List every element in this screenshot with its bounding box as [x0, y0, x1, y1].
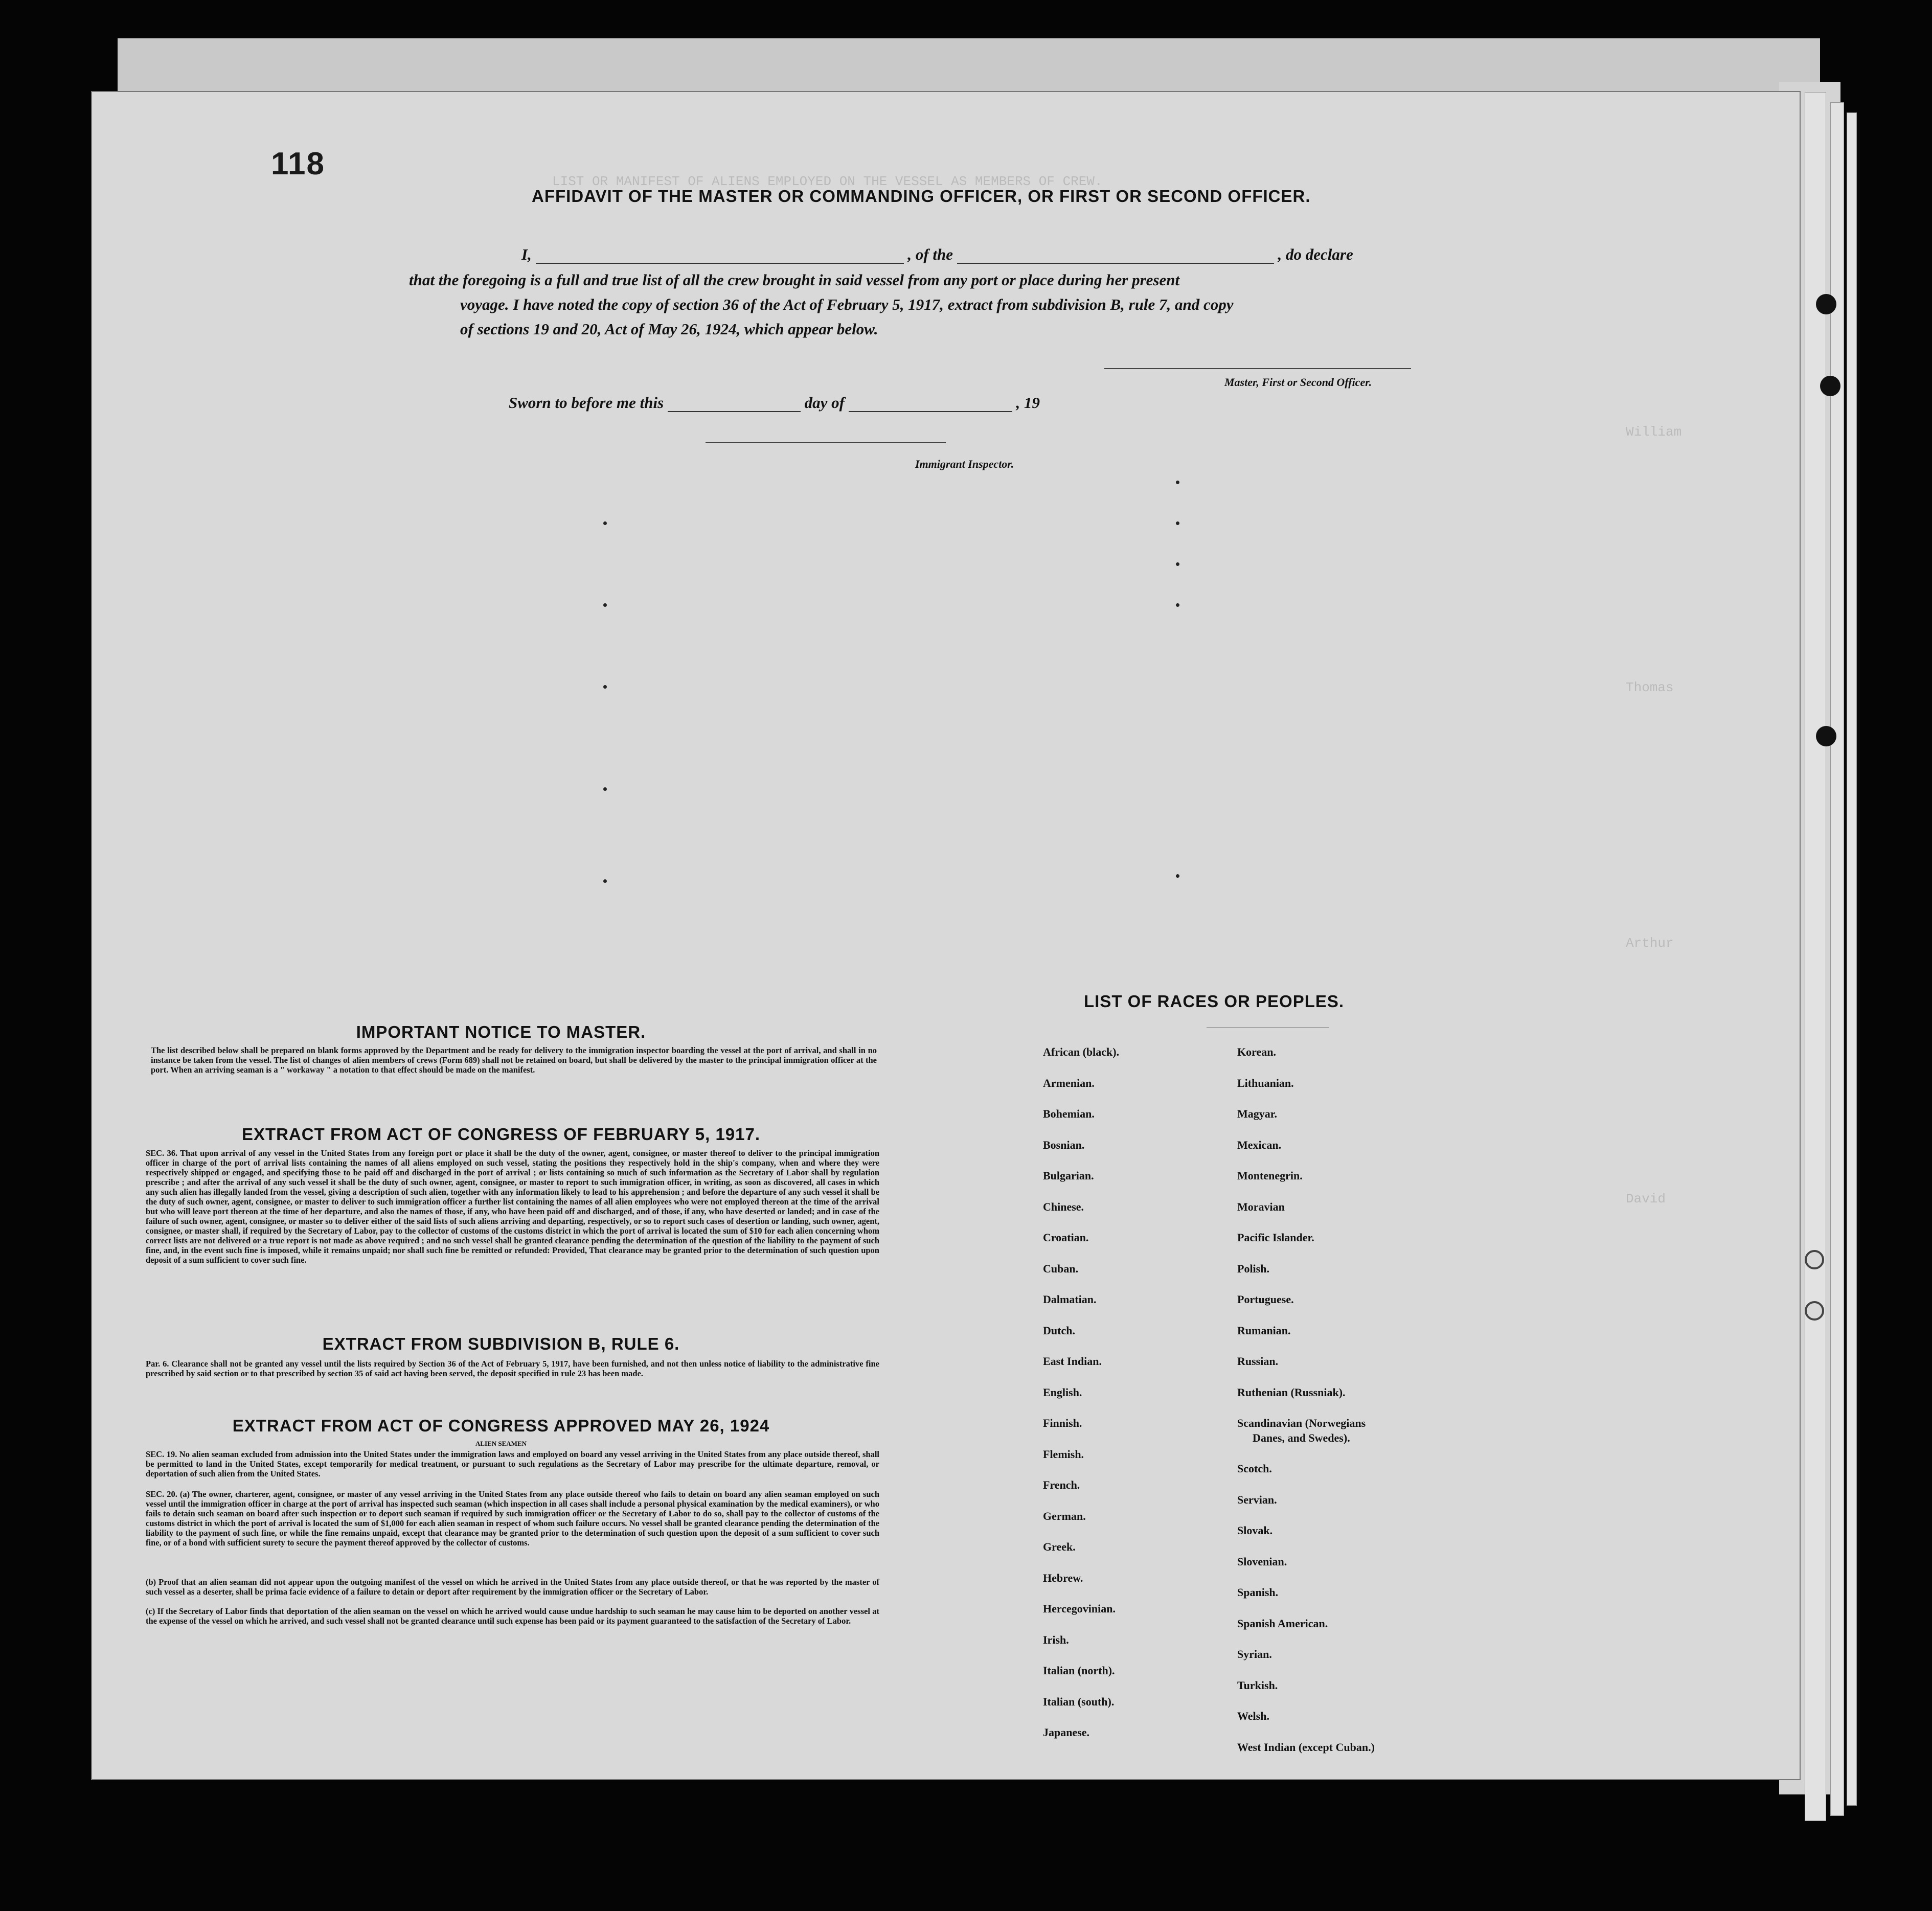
- sworn-label: Sworn to before me this: [509, 394, 664, 412]
- master-signature-line[interactable]: [1104, 368, 1411, 369]
- race-item: Hebrew.: [1043, 1571, 1083, 1584]
- name-field[interactable]: [536, 263, 904, 264]
- notice-text: The list described below shall be prepared on blank forms approved by the Department and be ready for delivery to the immigration inspector boarding the vessel at the port of arrival, and shall in no instance be taken from the vessel. The list of changes of alien members of crews (Form 689) shall not be retained on board, but shall be delivered by the master to the principal immigration officer at the port. When an arriving seaman is a " workaway " a notation to that effect should be made on the manifest.: [151, 1045, 877, 1075]
- race-item: Croatian.: [1043, 1231, 1089, 1244]
- race-item: Slovenian.: [1237, 1555, 1287, 1568]
- day-of-label: day of: [804, 394, 845, 412]
- race-item: East Indian.: [1043, 1355, 1102, 1368]
- race-item: English.: [1043, 1385, 1082, 1399]
- race-item: Japanese.: [1043, 1726, 1090, 1739]
- punch-hole: [1820, 376, 1840, 396]
- punch-hole: [1816, 294, 1836, 314]
- master-signature-label: Master, First or Second Officer.: [1224, 376, 1372, 389]
- extract-1917-title: EXTRACT FROM ACT OF CONGRESS OF FEBRUARY 5, 1917.: [241, 1125, 761, 1144]
- affidavit-of-the-label: , of the: [907, 245, 953, 263]
- race-item: Rumanian.: [1237, 1324, 1291, 1337]
- race-item: Dutch.: [1043, 1324, 1075, 1337]
- sworn-day-field[interactable]: [668, 411, 801, 412]
- race-item: Russian.: [1237, 1355, 1279, 1368]
- race-item: Bulgarian.: [1043, 1169, 1094, 1182]
- affidavit-line-4: of sections 19 and 20, Act of May 26, 1924, which appear below.: [460, 320, 878, 338]
- sworn-month-field[interactable]: [849, 411, 1012, 412]
- bleed-through-row: LIST OR MANIFEST OF ALIENS EMPLOYED ON THE VESSEL AS MEMBERS OF CREW.: [552, 174, 1103, 189]
- race-item: German.: [1043, 1509, 1086, 1522]
- race-item: Finnish.: [1043, 1417, 1082, 1429]
- punch-hole: [1805, 1301, 1824, 1321]
- form-page: LIST OR MANIFEST OF ALIENS EMPLOYED ON THE VESSEL AS MEMBERS OF CREW. William Thomas Arthur David 118 AFFIDAVIT OF THE MASTER OR COMMANDING OFFICER, OR FIRST OR SECOND OFFICER. I, , of the , do declare that the foregoing is a full and true list of all the crew brought in said vessel from any port or place during her present voyage. I have noted the copy of section 36 of the Act of February 5, 1917, extract from subdivision B, rule 7, and copy of sections 19 and 20, Act of May 26, 1924, which appear below. Master, First or Second Officer. Sworn to before me this day of , 19 Immigrant Inspector. IMPORTANT NOTICE TO MASTER. The list described below shall be prepared on blank forms approved by the Department and be ready for delivery to the immigration inspector boarding the vessel at the port of arrival, and shall in no instance be taken from the vessel. The list of changes of alien members of crews (Form 689) shall not be retained on board, but shall be delivered by the master to the principal immigration officer at the port. When an arriving seaman is a " workaway " a notation to that effect should be made on the manifest. EXTRACT FROM ACT OF CONGRESS OF FEBRUARY 5, 1917. SEC. 36. That upon arrival of any vessel in the United States from any foreign port or place it shall be the duty of the owner, agent, consignee, or master thereof to deliver to the principal immigration officer in charge of the port of arrival lists containing the names of all aliens employed on such vessel, stating the positions they respectively hold in the ship's company, when and where they were respectively shipped or engaged, and specifying those to be paid off and discharged in the port of arrival ; or lists containing so much of such information as the Secretary of Labor shall by regulation prescribe ; and after the arrival of any such vessel it shall be the duty of such owner, agent, consignee, or master to report to such immigration officer, in writing, as soon as discovered, all cases in which any such alien has illegally landed from the vessel, giving a description of such alien, together with any information likely to lead to his apprehension ; and before the departure of any such vessel it shall be the duty of such owner, agent, consignee, or master to deliver to such immigration officer a further list containing the names of all alien employees who were not employed thereon at the time of the arrival but who will leave port thereon at the time of her departure, and also the names of those, if any, who have been paid off and discharged, and of those, if any, who have deserted or landed; and in case of the failure of such owner, agent, consignee, or master so to deliver either of the said lists of such aliens arriving and departing, respectively, or so to report such cases of desertion or landing, such owner, agent, consignee, or master shall, if required by the Secretary of Labor, pay to the collector of customs of the customs district in which the port of arrival is located the sum of $10 for each alien concerning whom correct lists are not delivered or a true report is not made as above required ; and no such vessel shall be granted clearance pending the determination of the question of the liability to the payment of such fine, and, in the event such fine is imposed, while it remains unpaid; nor shall such fine be remitted or refunded: Provided, That clearance may be granted prior to the determination of such question upon deposit of a sum sufficient to cover such fine. EXTRACT FROM SUBDIVISION B, RULE 6. Par. 6. Clearance shall not be granted any vessel until the lists required by Section 36 of the Act of February 5, 1917, have been furnished, and not then unless notice of liability to the administrative fine prescribed by said section or to that prescribed by section 35 of said act having been served, the deposit specified in rule 23 has been made. EXTRACT FROM ACT OF CONGRESS APPROVED MAY 26, 1924 ALIEN SEAMEN SEC. 19. No alien seaman excluded from admission into the United States under the immigration laws and employed on board any vessel arriving in the United States from any place outside thereof, shall be permitted to land in the United States, except temporarily for medical treatment, or pursuant to such regulations as the Secretary of Labor may prescribe for the ultimate departure, removal, or deportation of such alien from the United States. SEC. 20. (a) The owner, charterer, agent, consignee, or master of any vessel arriving in the United States from any place outside thereof who fails to detain on board any alien seaman employed on such vessel until the immigration officer in charge at the port of arrival has inspected such seaman (which inspection in all cases shall include a personal physical examination by the medical examiners), or who fails to detain such seaman on board after such inspection or to deport such seaman if required by such immigration officer or the Secretary of Labor to do so, shall pay to the collector of customs of the customs district in which the port of arrival is located the sum of $1,000 for each alien seaman in respect of whom such failure occurs. No vessel shall be granted clearance pending the determination of the liability to the payment of such fine, or while the fine remains unpaid, except that clearance may be granted prior to the determination of such question upon the deposit of a sum sufficient to cover such fine, or of a bond with sufficient surety to secure the payment thereof approved by the collector of customs. (b) Proof that an alien seaman did not appear upon the outgoing manifest of the vessel on which he arrived in the United States from any place outside thereof, or that he was reported by the master of such vessel as a deserter, shall be prima facie evidence of a failure to detain or deport after requirement by the immigration officer or the Secretary of Labor. (c) If the Secretary of Labor finds that deportation of the alien seaman on the vessel on which he arrived would cause undue hardship to such seaman he may cause him to be deported on another vessel at the expense of the vessel on which he arrived, and such vessel shall not be granted clearance until such expense has been paid or its payment guaranteed to the satisfaction of the Secretary of Labor. LIST OF RACES OR PEOPLES. African (black). Armenian. Bohemian. Bosnian. Bulgarian. Chinese. Croatian. Cuban. Dalmatian. Dutch. East Indian. English. Finnish. Flemish. French. German. Greek. Hebrew. Hercegovinian. Irish. Italian (north). Italian (south). Japanese. Korean. Lithuanian. Magyar. Mexican. Montenegrin. Moravian Pacific Islander. Polish. Portuguese. Rumanian. Russian. Ruthenian (Russniak). Scandinavian (Norwegians Danes, and Swedes). Scotch. Servian. Slovak. Slovenian. Spanish. Spanish American. Syrian. Turkish. Welsh. West Indian (except Cuban.): [92, 92, 1800, 1779]
- race-item: French.: [1043, 1478, 1080, 1491]
- race-item: Korean.: [1237, 1045, 1276, 1058]
- race-item: Magyar.: [1237, 1107, 1278, 1120]
- affidavit-declare-label: , do declare: [1278, 245, 1353, 263]
- extract-1924-sec19: SEC. 19. No alien seaman excluded from admission into the United States under the immigration laws and employed on board any vessel arriving in the United States from any place outside thereof, shall be permitted to land in the United States, except temporarily for medical treatment, or pursuant to such regulations as the Secretary of Labor may prescribe for the ultimate departure, removal, or deportation of such alien from the United States.: [146, 1449, 879, 1478]
- race-item: African (black).: [1043, 1045, 1120, 1058]
- race-item: Syrian.: [1237, 1648, 1272, 1660]
- race-item: Cuban.: [1043, 1262, 1079, 1275]
- affidavit-line-2: that the foregoing is a full and true list of all the crew brought in said vessel from any port or place during her present: [409, 271, 1180, 289]
- race-item: West Indian (except Cuban.): [1237, 1740, 1375, 1754]
- extract-1924-sec20a: SEC. 20. (a) The owner, charterer, agent, consignee, or master of any vessel arriving in the United States from any place outside thereof who fails to detain on board any alien seaman employed on such vessel until the immigration officer in charge at the port of arrival has inspected such seaman (which inspection in all cases shall include a personal physical examination by the medical examiners), or who fails to detain such seaman on board after such inspection or to deport such seaman if required by such immigration officer or the Secretary of Labor to do so, shall pay to the collector of customs of the customs district in which the port of arrival is located the sum of $1,000 for each alien seaman in respect of whom such failure occurs. No vessel shall be granted clearance pending the determination of the liability to the payment of such fine, or while the fine remains unpaid, except that clearance may be granted prior to the determination of such question upon the deposit of a sum sufficient to cover such fine, or of a bond with sufficient surety to secure the payment thereof approved by the collector of customs.: [146, 1489, 879, 1548]
- race-item: Ruthenian (Russniak).: [1237, 1385, 1346, 1399]
- race-item: Turkish.: [1237, 1678, 1278, 1692]
- race-item: Irish.: [1043, 1633, 1069, 1646]
- affidavit-title: AFFIDAVIT OF THE MASTER OR COMMANDING OFFICER, OR FIRST OR SECOND OFFICER.: [532, 187, 1311, 206]
- race-item: Lithuanian.: [1237, 1076, 1294, 1089]
- extract-1924-subtitle: ALIEN SEAMEN: [475, 1440, 527, 1447]
- page-edge-3: [1847, 112, 1857, 1806]
- race-item: Welsh.: [1237, 1710, 1269, 1722]
- race-item: Chinese.: [1043, 1200, 1084, 1213]
- inspector-signature-label: Immigrant Inspector.: [915, 458, 1014, 470]
- extract-1924-title: EXTRACT FROM ACT OF CONGRESS APPROVED MAY 26, 1924: [232, 1416, 770, 1435]
- extract-1924-sec20b: (b) Proof that an alien seaman did not appear upon the outgoing manifest of the vessel on which he arrived in the United States from any place outside thereof, or that he was reported by the master of such vessel as a deserter, shall be prima facie evidence of a failure to detain or deport after requirement by the immigration officer or the Secretary of Labor.: [146, 1577, 879, 1597]
- race-item: Moravian: [1237, 1200, 1285, 1213]
- extract-1917-text: SEC. 36. That upon arrival of any vessel in the United States from any foreign port or place it shall be the duty of the owner, agent, consignee, or master thereof to deliver to the principal immigration officer in charge of the port of arrival lists containing the names of all aliens employed on such vessel, stating the positions they respectively hold in the ship's company, when and where they were respectively shipped or engaged, and specifying those to be paid off and discharged in the port of arrival ; or lists containing so much of such information as the Secretary of Labor shall by regulation prescribe ; and after the arrival of any such vessel it shall be the duty of such owner, agent, consignee, or master to report to such immigration officer, in writing, as soon as discovered, all cases in which any such alien has illegally landed from the vessel, giving a description of such alien, together with any information likely to lead to his apprehension ; and before the departure of any such vessel it shall be the duty of such owner, agent, consignee, or master to deliver to such immigration officer a further list containing the names of all alien employees who were not employed thereon at the time of the arrival but who will leave port thereon at the time of her departure, and also the names of those, if any, who have been paid off and discharged, and of those, if any, who have deserted or landed; and in case of the failure of such owner, agent, consignee, or master so to deliver either of the said lists of such aliens arriving and departing, respectively, or so to report such cases of desertion or landing, such owner, agent, consignee, or master shall, if required by the Secretary of Labor, pay to the collector of customs of the customs district in which the port of arrival is located the sum of $10 for each alien concerning whom correct lists are not delivered or a true report is not made as above required ; and no such vessel shall be granted clearance pending the determination of the question of the liability to the payment of such fine, and, in the event such fine is imposed, while it remains unpaid; nor shall such fine be remitted or refunded: Provided, That clearance may be granted prior to the determination of such question upon deposit of a sum sufficient to cover such fine.: [146, 1148, 879, 1265]
- race-item: Italian (south).: [1043, 1695, 1115, 1708]
- page-edge-2: [1830, 102, 1844, 1816]
- race-item: Armenian.: [1043, 1076, 1095, 1089]
- race-item: Danes, and Swedes).: [1253, 1431, 1350, 1444]
- extract-rule6-text: Par. 6. Clearance shall not be granted any vessel until the lists required by Section 36 of the Act of February 5, 1917, have been furnished, and not then unless notice of liability to the administrative fine prescribed by said section or to that prescribed by section 35 of said act having been served, the deposit specified in rule 23 has been made.: [146, 1359, 879, 1378]
- extract-1924-sec20c: (c) If the Secretary of Labor finds that deportation of the alien seaman on the vessel on which he arrived would cause undue hardship to such seaman he may cause him to be deported on another vessel at the expense of the vessel on which he arrived, and such vessel shall not be granted clearance until such expense has been paid or its payment guaranteed to the satisfaction of the Secretary of Labor.: [146, 1606, 879, 1626]
- year-label: , 19: [1016, 394, 1040, 412]
- race-item: Hercegovinian.: [1043, 1602, 1116, 1615]
- punch-hole: [1816, 726, 1836, 746]
- extract-rule6-title: EXTRACT FROM SUBDIVISION B, RULE 6.: [322, 1334, 680, 1353]
- affidavit-line-1: [521, 245, 1539, 264]
- affidavit-line-3: voyage. I have noted the copy of section 36 of the Act of February 5, 1917, extract from subdivision B, rule 7, and copy: [460, 295, 1234, 313]
- race-item: Scandinavian (Norwegians: [1237, 1417, 1366, 1429]
- race-item: Slovak.: [1237, 1524, 1273, 1537]
- race-item: Greek.: [1043, 1540, 1076, 1553]
- notice-title: IMPORTANT NOTICE TO MASTER.: [356, 1022, 646, 1041]
- race-item: Scotch.: [1237, 1462, 1272, 1475]
- race-item: Polish.: [1237, 1262, 1269, 1275]
- race-item: Mexican.: [1237, 1138, 1282, 1151]
- punch-hole: [1805, 1250, 1824, 1269]
- race-item: Spanish American.: [1237, 1617, 1328, 1630]
- race-item: Bohemian.: [1043, 1107, 1095, 1120]
- affidavit-i-label: I,: [521, 245, 532, 263]
- race-item: Spanish.: [1237, 1586, 1279, 1599]
- race-item: Dalmatian.: [1043, 1293, 1097, 1306]
- page-edge-1: [1805, 92, 1826, 1821]
- page-number: 118: [271, 146, 326, 181]
- race-item: Portuguese.: [1237, 1293, 1294, 1306]
- races-title: LIST OF RACES OR PEOPLES.: [1084, 992, 1345, 1011]
- vessel-field[interactable]: [957, 263, 1274, 264]
- race-item: Montenegrin.: [1237, 1169, 1303, 1182]
- race-item: Servian.: [1237, 1493, 1277, 1506]
- race-item: Pacific Islander.: [1237, 1231, 1314, 1244]
- inspector-signature-line[interactable]: [706, 442, 946, 443]
- race-item: Bosnian.: [1043, 1138, 1085, 1151]
- race-item: Italian (north).: [1043, 1664, 1115, 1677]
- sworn-line: [509, 394, 1040, 412]
- race-item: Flemish.: [1043, 1447, 1084, 1461]
